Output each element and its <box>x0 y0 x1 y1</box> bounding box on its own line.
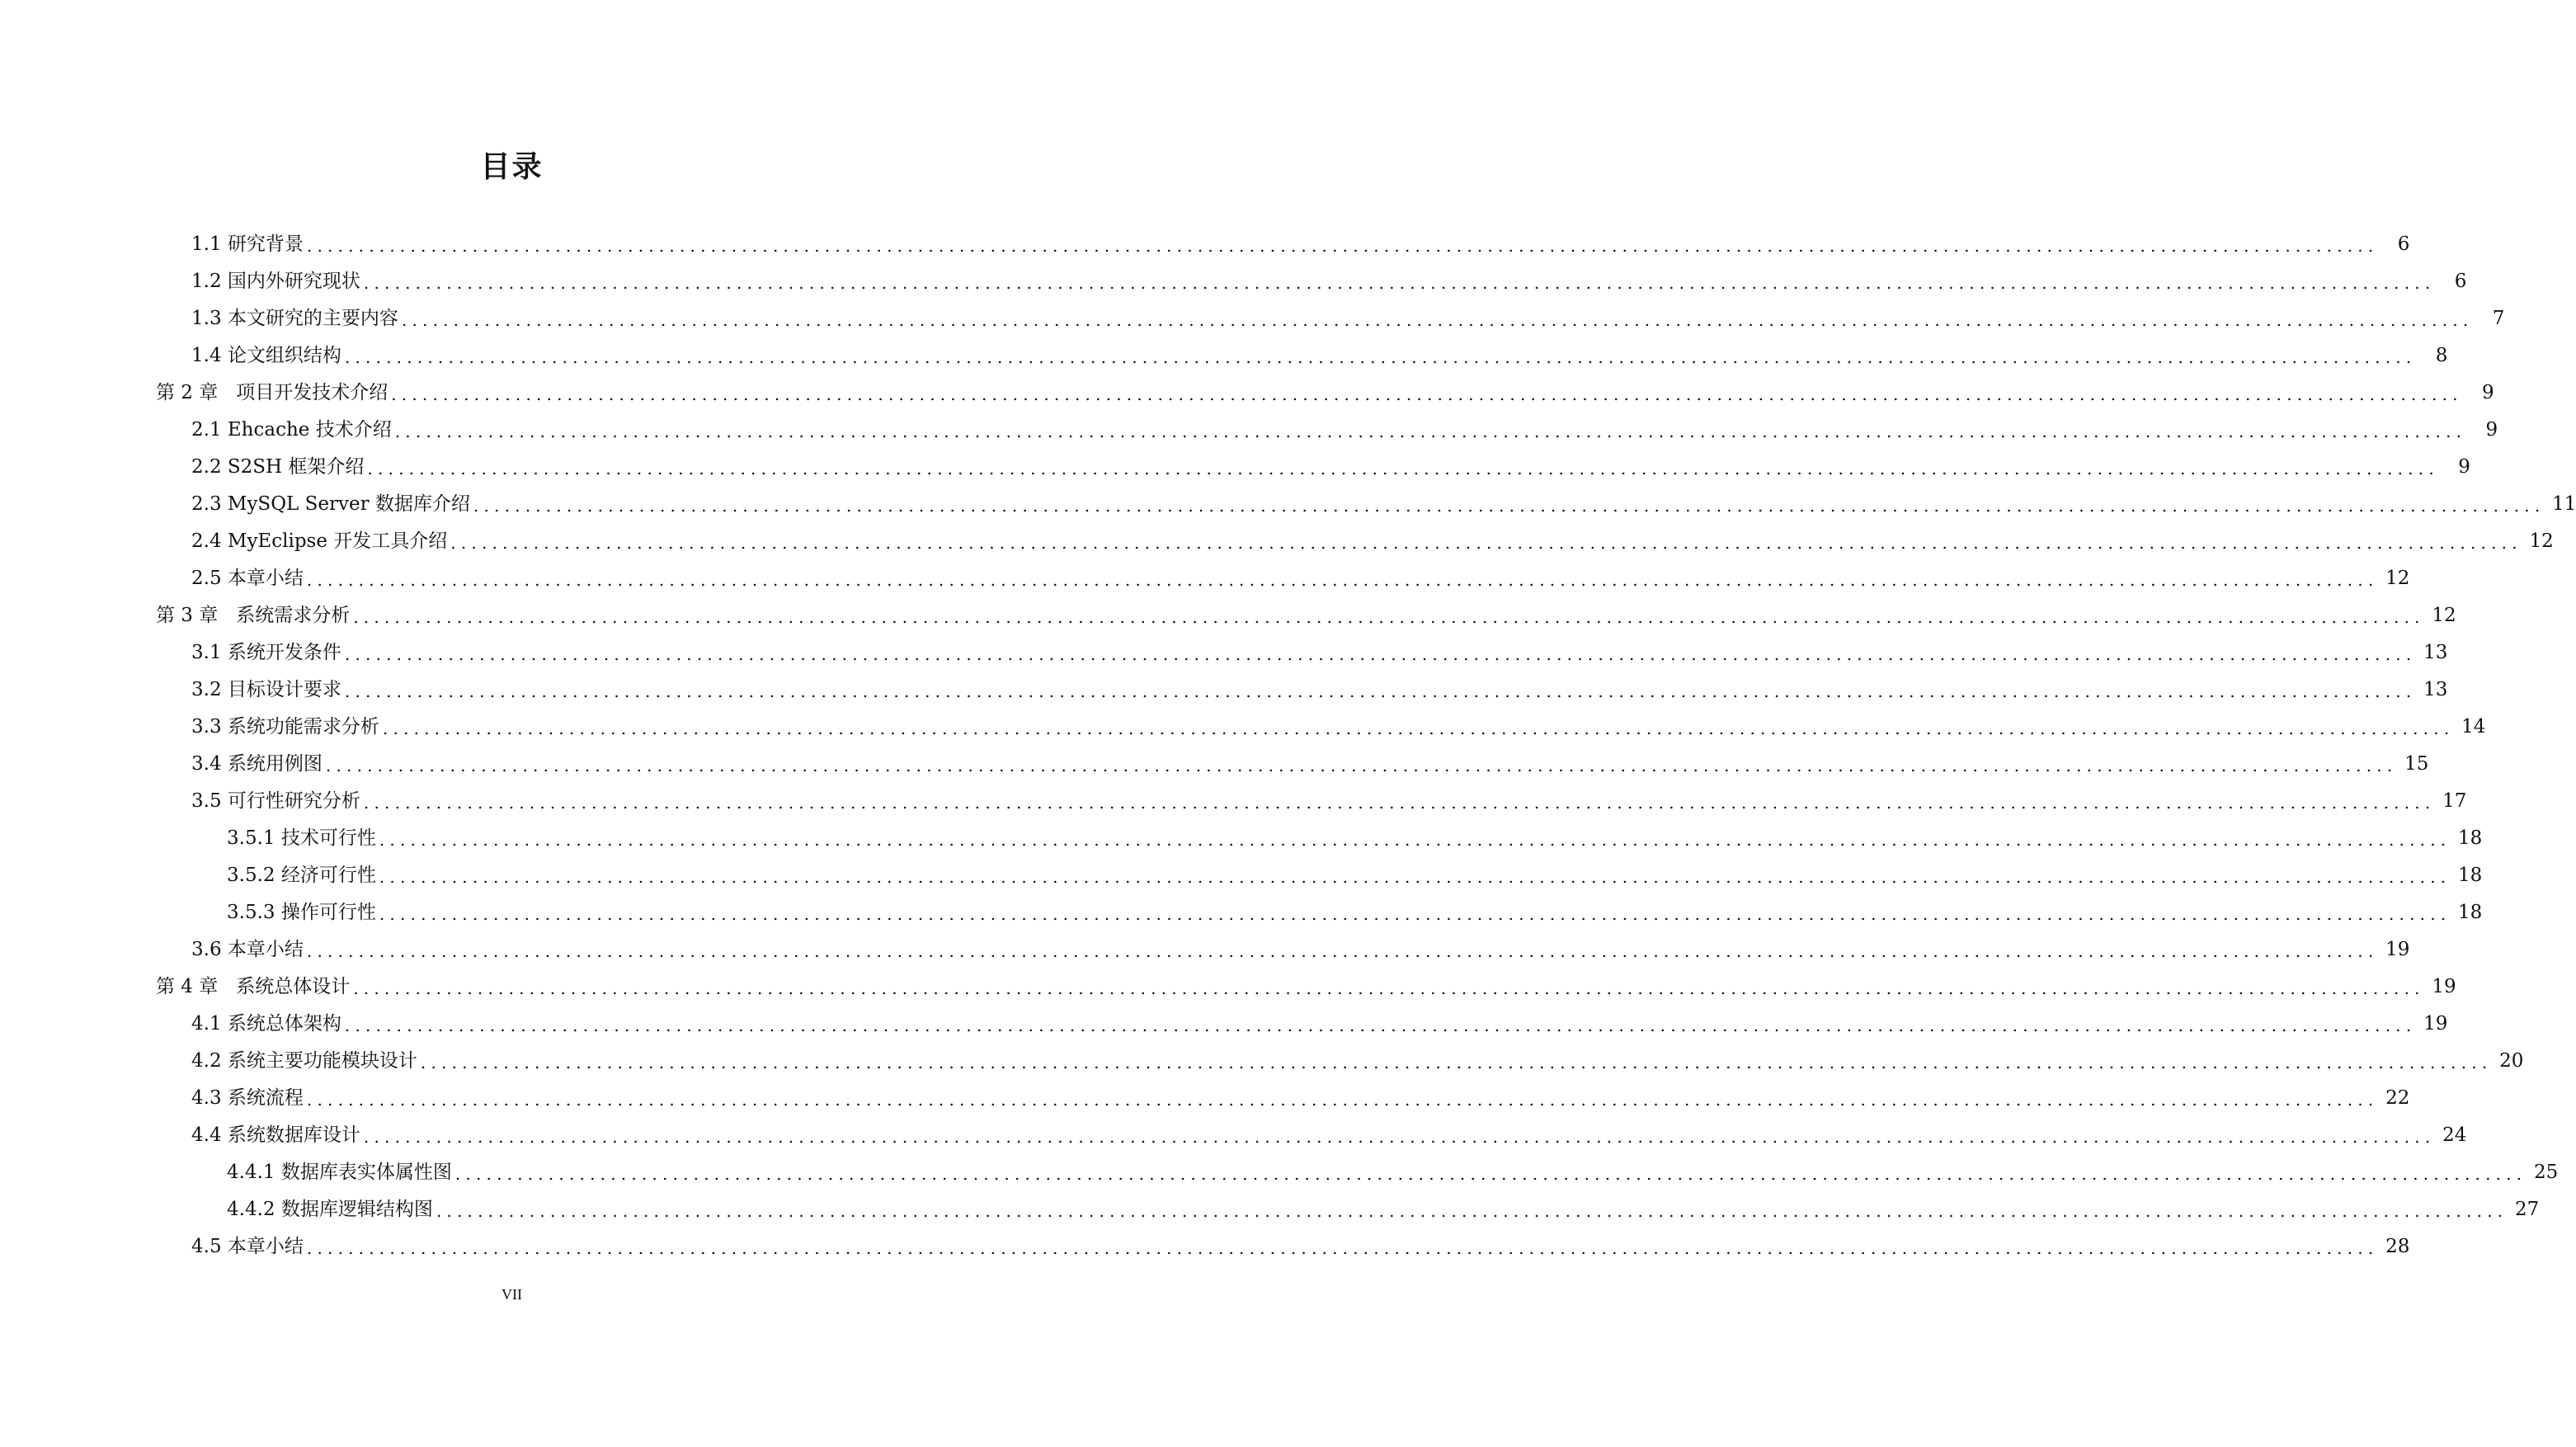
toc-entry-title: 4.5 本章小结 <box>191 1235 304 1257</box>
toc-dot-leader: ........................................................................................................................................................................................................ <box>420 1052 2493 1072</box>
toc-entry[interactable] <box>0 745 2429 782</box>
toc-entry[interactable] <box>0 1153 2559 1190</box>
toc-dot-leader: ........................................................................................................................................................................................................ <box>363 792 2436 813</box>
toc-dot-leader: ........................................................................................................................................................................................................ <box>379 866 2451 887</box>
toc-entry[interactable] <box>0 634 2448 671</box>
toc-entry[interactable] <box>0 225 2410 262</box>
toc-entry-title: 2.3 MySQL Server 数据库介绍 <box>191 493 470 515</box>
toc-entry-title: 2.1 Ehcache 技术介绍 <box>191 418 392 441</box>
toc-entry[interactable] <box>0 931 2410 968</box>
toc-entry-page-number: 9 <box>2485 418 2498 441</box>
toc-entry[interactable] <box>0 485 2576 522</box>
toc-dot-leader: ........................................................................................................................................................................................................ <box>394 421 2467 441</box>
toc-entry-page-number: 12 <box>2529 530 2554 552</box>
toc-entry-title: 4.3 系统流程 <box>191 1086 304 1109</box>
toc-entry-page-number: 15 <box>2404 752 2429 775</box>
toc-entry[interactable] <box>0 708 2486 745</box>
toc-entry-title: 3.6 本章小结 <box>191 938 304 960</box>
toc-entry-page-number: 11 <box>2552 493 2576 515</box>
page-number: VII <box>502 1286 522 1303</box>
toc-entry-title: 4.4 系统数据库设计 <box>191 1124 360 1146</box>
toc-entry-title: 1.3 本文研究的主要内容 <box>191 307 398 329</box>
toc-entry-page-number: 19 <box>2432 975 2456 997</box>
toc-entry[interactable] <box>0 522 2554 559</box>
toc-dot-leader: ........................................................................................................................................................................................................ <box>391 384 2463 404</box>
toc-entry[interactable] <box>0 893 2483 931</box>
toc-entry-page-number: 9 <box>2458 455 2470 478</box>
toc-entry[interactable] <box>0 1042 2524 1079</box>
toc-entry-page-number: 13 <box>2423 678 2448 700</box>
toc-entry-title: 3.5.1 技术可行性 <box>227 827 376 849</box>
toc-entry[interactable] <box>0 782 2467 819</box>
toc-entry[interactable] <box>0 1228 2410 1265</box>
toc-dot-leader: ........................................................................................................................................................................................................ <box>353 606 2425 627</box>
toc-entry-page-number: 13 <box>2423 641 2448 663</box>
toc-entry-title: 第 2 章 项目开发技术介绍 <box>156 381 389 403</box>
toc-entry-page-number: 8 <box>2435 344 2448 366</box>
toc-entry-title: 3.5.2 经济可行性 <box>227 864 376 886</box>
toc-entry-title: 1.2 国内外研究现状 <box>191 270 360 292</box>
page-title: 目录 <box>480 150 544 184</box>
toc-dot-leader: ........................................................................................................................................................................................................ <box>306 1237 2379 1258</box>
toc-entry[interactable] <box>0 374 2494 411</box>
toc-entry-title: 3.1 系统开发条件 <box>191 641 341 663</box>
toc-entry-title: 第 4 章 系统总体设计 <box>156 975 351 997</box>
toc-entry[interactable] <box>0 819 2483 856</box>
toc-entry-title: 3.2 目标设计要求 <box>191 678 341 700</box>
toc-entry-page-number: 28 <box>2385 1235 2410 1257</box>
toc-entry[interactable] <box>0 448 2470 485</box>
toc-entry-page-number: 6 <box>2454 270 2467 292</box>
toc-dot-leader: ........................................................................................................................................................................................................ <box>344 1015 2417 1035</box>
toc-entry-page-number: 12 <box>2385 567 2410 589</box>
toc-entry-page-number: 22 <box>2385 1086 2410 1109</box>
toc-entry-title: 3.4 系统用例图 <box>191 752 323 775</box>
toc-entry-title: 2.2 S2SH 框架介绍 <box>191 455 365 478</box>
toc-dot-leader: ........................................................................................................................................................................................................ <box>379 903 2451 924</box>
toc-dot-leader: ........................................................................................................................................................................................................ <box>401 309 2474 330</box>
toc-entry-title: 1.4 论文组织结构 <box>191 344 341 366</box>
toc-entry[interactable] <box>0 262 2467 299</box>
toc-entry-page-number: 19 <box>2385 938 2410 960</box>
toc-entry-title: 3.5 可行性研究分析 <box>191 789 360 812</box>
toc-entry[interactable] <box>0 1116 2467 1153</box>
toc-entry-page-number: 9 <box>2482 381 2494 403</box>
toc-entry-title: 4.2 系统主要功能模块设计 <box>191 1049 417 1072</box>
toc-entry-title: 2.4 MyEclipse 开发工具介绍 <box>191 530 448 552</box>
toc-dot-leader: ........................................................................................................................................................................................................ <box>306 235 2379 256</box>
toc-entry-title: 4.1 系统总体架构 <box>191 1012 341 1035</box>
toc-dot-leader: ........................................................................................................................................................................................................ <box>344 346 2417 367</box>
toc-dot-leader: ........................................................................................................................................................................................................ <box>382 718 2455 738</box>
toc-entry[interactable] <box>0 299 2505 337</box>
toc-entry-page-number: 24 <box>2442 1124 2467 1146</box>
toc-entry[interactable] <box>0 671 2448 708</box>
toc-entry-title: 2.5 本章小结 <box>191 567 304 589</box>
toc-entry[interactable] <box>0 856 2483 893</box>
toc-dot-leader: ........................................................................................................................................................................................................ <box>306 940 2379 961</box>
toc-dot-leader: ........................................................................................................................................................................................................ <box>344 643 2417 664</box>
toc-entry-title: 第 3 章 系统需求分析 <box>156 604 351 626</box>
toc-entry-page-number: 20 <box>2499 1049 2524 1072</box>
toc-entry-page-number: 7 <box>2492 307 2505 329</box>
toc-dot-leader: ........................................................................................................................................................................................................ <box>353 978 2425 998</box>
toc-entry-page-number: 25 <box>2534 1161 2559 1183</box>
toc-entry[interactable] <box>0 596 2456 634</box>
toc-dot-leader: ........................................................................................................................................................................................................ <box>325 755 2398 775</box>
table-of-contents <box>0 225 2576 1265</box>
toc-dot-leader: ........................................................................................................................................................................................................ <box>454 1163 2527 1184</box>
toc-entry-page-number: 12 <box>2432 604 2456 626</box>
toc-entry[interactable] <box>0 559 2410 596</box>
toc-entry-page-number: 18 <box>2458 901 2483 923</box>
toc-dot-leader: ........................................................................................................................................................................................................ <box>473 495 2545 516</box>
toc-entry-page-number: 19 <box>2423 1012 2448 1035</box>
toc-dot-leader: ........................................................................................................................................................................................................ <box>363 1126 2436 1147</box>
toc-dot-leader: ........................................................................................................................................................................................................ <box>344 681 2417 701</box>
toc-entry-title: 4.4.2 数据库逻辑结构图 <box>227 1198 433 1220</box>
toc-dot-leader: ........................................................................................................................................................................................................ <box>306 1089 2379 1110</box>
toc-entry-page-number: 27 <box>2515 1198 2540 1220</box>
toc-dot-leader: ........................................................................................................................................................................................................ <box>367 458 2439 478</box>
toc-dot-leader: ........................................................................................................................................................................................................ <box>306 569 2379 590</box>
toc-entry[interactable] <box>0 337 2448 374</box>
toc-entry-title: 4.4.1 数据库表实体属性图 <box>227 1161 452 1183</box>
toc-entry-title: 3.3 系统功能需求分析 <box>191 715 379 738</box>
toc-entry[interactable] <box>0 411 2498 448</box>
toc-entry-page-number: 18 <box>2458 827 2483 849</box>
toc-entry-title: 3.5.3 操作可行性 <box>227 901 376 923</box>
toc-entry[interactable] <box>0 1005 2448 1042</box>
toc-entry-page-number: 17 <box>2442 789 2467 812</box>
toc-entry[interactable] <box>0 968 2456 1005</box>
toc-dot-leader: ........................................................................................................................................................................................................ <box>450 532 2522 553</box>
toc-entry-page-number: 6 <box>2397 233 2410 255</box>
toc-entry-page-number: 18 <box>2458 864 2483 886</box>
toc-dot-leader: ........................................................................................................................................................................................................ <box>363 272 2436 293</box>
toc-dot-leader: ........................................................................................................................................................................................................ <box>379 829 2451 850</box>
toc-entry-page-number: 14 <box>2461 715 2486 738</box>
toc-entry-title: 1.1 研究背景 <box>191 233 304 255</box>
toc-entry[interactable] <box>0 1079 2410 1116</box>
toc-dot-leader: ........................................................................................................................................................................................................ <box>436 1200 2508 1221</box>
toc-entry[interactable] <box>0 1190 2540 1228</box>
